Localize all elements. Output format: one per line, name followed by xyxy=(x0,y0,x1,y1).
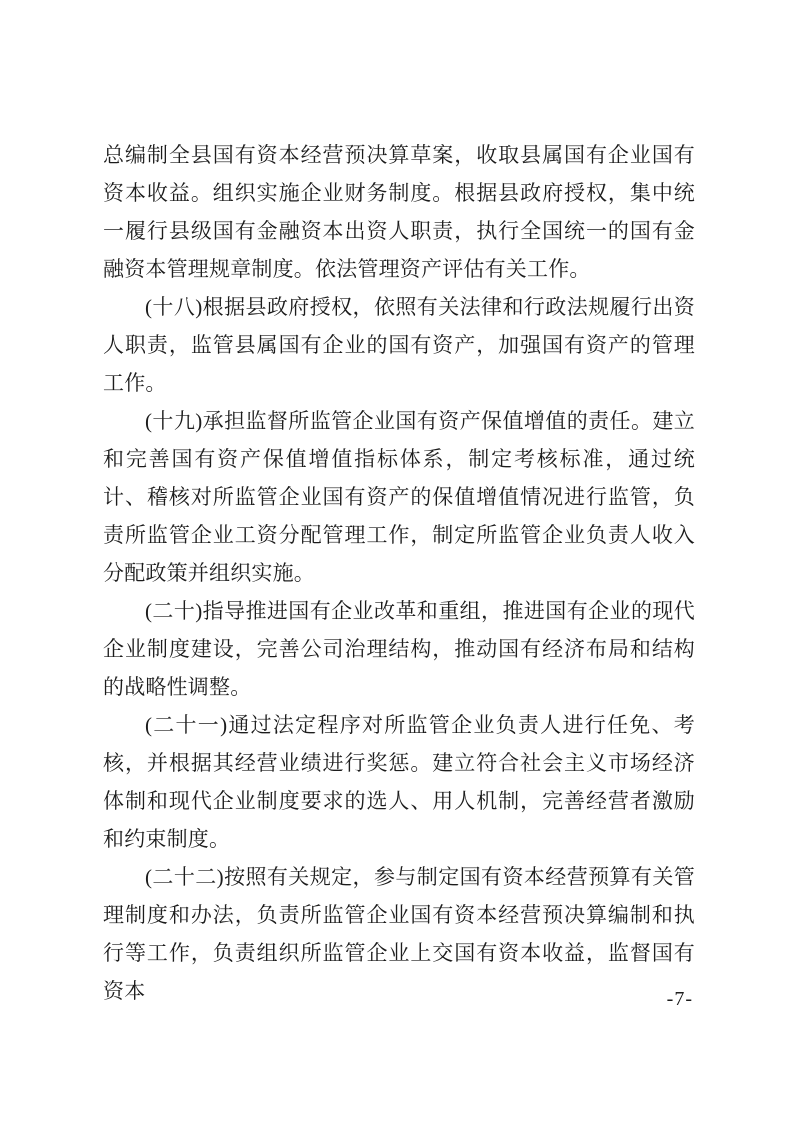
document-body xyxy=(103,136,695,1010)
paragraph-item-21: (二十一)通过法定程序对所监管企业负责人进行任免、考核，并根据其经营业绩进行奖惩。建立符合社会主义市场经济体制和现代企业制度要求的选人、用人机制，完善经营者激励和约束制度。 xyxy=(103,713,695,851)
paragraph-item-19: (十九)承担监督所监管企业国有资产保值增值的责任。建立和完善国有资产保值增值指标体系，制定考核标准，通过统计、稽核对所监管企业国有资产的保值增值情况进行监管，负责所监管企业工资分配管理工作，制定所监管企业负责人收入分配政策并组织实施。 xyxy=(103,409,695,585)
paragraph-item-20: (二十)指导推进国有企业改革和重组，推进国有企业的现代企业制度建设，完善公司治理结构，推动国有经济布局和结构的战略性调整。 xyxy=(103,599,695,699)
paragraph-item-18: (十八)根据县政府授权，依照有关法律和行政法规履行出资人职责，监管县属国有企业的国有资产，加强国有资产的管理工作。 xyxy=(103,295,695,395)
paragraph-item-22: (二十二)按照有关规定，参与制定国有资本经营预算有关管理制度和办法，负责所监管企业国有资本经营预决算编制和执行等工作，负责组织所监管企业上交国有资本收益，监督国有资本 xyxy=(103,865,695,1003)
paragraph-continuation: 总编制全县国有资本经营预决算草案，收取县属国有企业国有资本收益。组织实施企业财务制度。根据县政府授权，集中统一履行县级国有金融资本出资人职责，执行全国统一的国有金融资本管理规章制度。依法管理资产评估有关工作。 xyxy=(103,143,695,281)
page-number: -7- xyxy=(666,988,693,1010)
